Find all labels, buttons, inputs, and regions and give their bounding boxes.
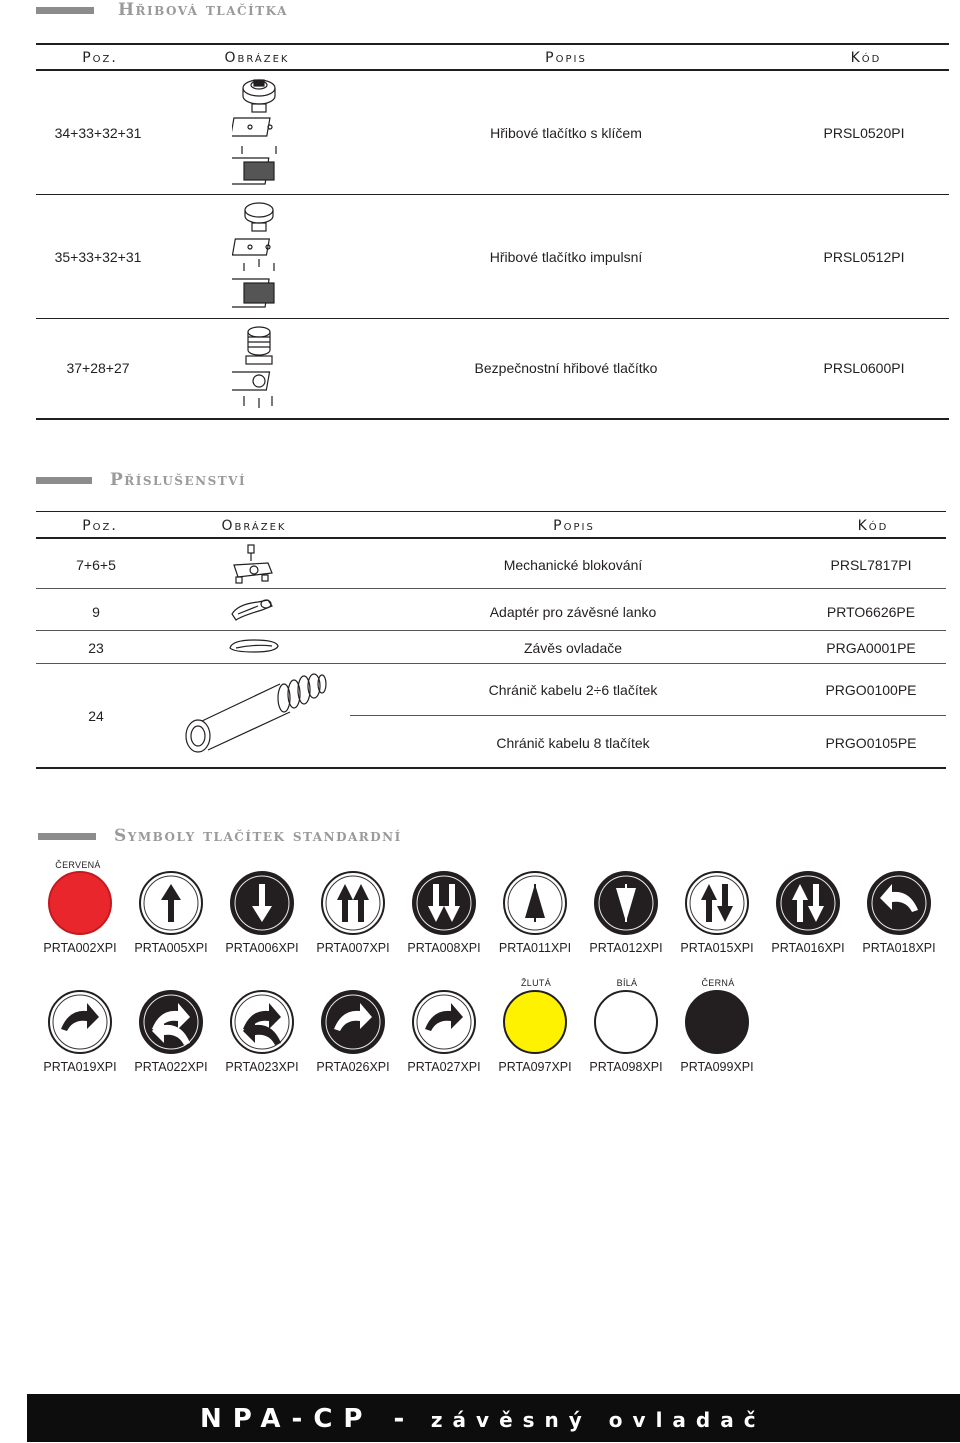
column-header-code: Kód (857, 518, 889, 534)
arrows-up-down-icon (684, 870, 750, 936)
section-title: Hřibová tlačítka (118, 0, 288, 20)
column-header-image: Obrázek (224, 50, 290, 66)
symbol-code: PRTA027XPI (407, 1060, 481, 1074)
table-row-code: PRTO6626PE (826, 604, 916, 620)
triangle-down-icon (593, 870, 659, 936)
section-bar (36, 477, 92, 484)
table-row-code: PRSL0512PI (823, 249, 905, 265)
cable-protector-drawing-icon (180, 672, 328, 758)
curved-arrow-left-icon (866, 870, 932, 936)
table-row-desc: Adaptér pro závěsné lanko (489, 604, 657, 620)
column-header-pos: Poz. (82, 518, 118, 534)
symbol-code: PRTA006XPI (225, 941, 299, 955)
column-header-desc: Popis (545, 50, 587, 66)
color-label-black: ČERNÁ (701, 978, 735, 988)
double-curved-arrow-outline-icon (229, 989, 295, 1055)
symbol-code: PRTA099XPI (680, 1060, 754, 1074)
symbol-item (489, 870, 581, 955)
header-rule (36, 537, 946, 539)
footer-title (200, 1404, 766, 1434)
symbol-item (216, 870, 308, 955)
symbol-code: PRTA011XPI (498, 941, 572, 955)
mechanical-interlock-drawing-icon (228, 543, 276, 585)
table-row-desc: Mechanické blokování (503, 557, 643, 573)
symbol-code: PRTA007XPI (316, 941, 390, 955)
table-row-pos: 7+6+5 (76, 557, 116, 573)
symbol-item (398, 989, 490, 1074)
table-row-pos: 35+33+32+31 (54, 249, 142, 265)
row-rule (36, 318, 949, 319)
symbol-item (580, 989, 672, 1074)
row-rule (36, 588, 946, 589)
table-row-desc: Bezpečnostní hřibové tlačítko (474, 360, 658, 376)
symbol-item (216, 989, 308, 1074)
table-row-code: PRSL0600PI (823, 360, 905, 376)
table-row-desc: Chránič kabelu 8 tlačítek (496, 735, 650, 751)
row-rule (36, 194, 949, 195)
symbol-code: PRTA097XPI (498, 1060, 572, 1074)
symbol-item (398, 870, 490, 955)
symbol-code: PRTA005XPI (134, 941, 208, 955)
key-mushroom-button-drawing-icon (232, 78, 286, 190)
column-header-code: Kód (850, 50, 882, 66)
symbol-item (125, 870, 217, 955)
symbol-item (307, 870, 399, 955)
symbol-item (34, 989, 126, 1074)
table-bottom-rule (36, 767, 946, 769)
table-row-pos: 9 (92, 604, 100, 620)
footer-title-sub: závěsný ovladač (430, 1408, 766, 1432)
table-bottom-rule (36, 418, 949, 420)
cable-adapter-drawing-icon (228, 596, 276, 622)
symbol-code: PRTA026XPI (316, 1060, 390, 1074)
table-row-code: PRGO0100PE (825, 682, 917, 698)
table-row-desc: Hřibové tlačítko s klíčem (490, 125, 642, 141)
section-header-prislusenstvi (36, 470, 436, 490)
color-label-yellow: ŽLUTÁ (520, 978, 552, 988)
curved-arrow-right-icon (47, 989, 113, 1055)
column-header-desc: Popis (553, 518, 595, 534)
row-rule (36, 630, 946, 631)
section-title: Symboly tlačítek standardní (114, 826, 402, 846)
table-row-code: PRSL0520PI (823, 125, 905, 141)
table-row-code: PRGO0105PE (825, 735, 917, 751)
symbol-item (671, 989, 763, 1074)
symbol-code: PRTA008XPI (407, 941, 481, 955)
table-row-pos: 34+33+32+31 (54, 125, 142, 141)
impulse-mushroom-button-drawing-icon (232, 201, 286, 313)
symbol-item (489, 989, 581, 1074)
color-label-red: ČERVENÁ (55, 860, 101, 870)
table-top-rule (36, 43, 949, 45)
symbol-item (671, 870, 763, 955)
table-row-pos: 23 (88, 640, 104, 656)
column-header-pos: Poz. (82, 50, 118, 66)
symbol-code: PRTA019XPI (43, 1060, 117, 1074)
emergency-mushroom-button-drawing-icon (232, 324, 286, 412)
double-arrow-down-icon (411, 870, 477, 936)
symbol-code: PRTA022XPI (134, 1060, 208, 1074)
symbol-item (125, 989, 217, 1074)
suspension-hanger-drawing-icon (226, 636, 282, 656)
symbol-code: PRTA002XPI (43, 941, 117, 955)
section-bar (38, 833, 96, 840)
table-row-desc: Chránič kabelu 2÷6 tlačítek (488, 682, 658, 698)
table-row-code: PRSL7817PI (830, 557, 912, 573)
symbol-item (34, 870, 126, 955)
symbol-item (307, 989, 399, 1074)
table-top-rule (36, 511, 946, 512)
table-row-code: PRGA0001PE (826, 640, 916, 656)
row-sub-rule (350, 715, 946, 716)
symbol-item (762, 870, 854, 955)
curved-arrow-outline-icon (411, 989, 477, 1055)
black-disc-icon (684, 989, 750, 1055)
section-title: Příslušenství (110, 470, 247, 490)
header-rule (36, 69, 949, 71)
section-header-hribova (36, 0, 436, 20)
double-arrow-up-icon (320, 870, 386, 936)
symbol-code: PRTA016XPI (771, 941, 845, 955)
section-bar (36, 7, 94, 14)
table-row-desc: Závěs ovladače (523, 640, 623, 656)
symbol-item (853, 870, 945, 955)
arrows-up-down-dark-icon (775, 870, 841, 936)
symbol-code: PRTA023XPI (225, 1060, 299, 1074)
color-label-white: BÍLÁ (616, 978, 638, 988)
table-row-desc: Hřibové tlačítko impulsní (489, 249, 643, 265)
symbol-code: PRTA015XPI (680, 941, 754, 955)
table-row-pos: 37+28+27 (66, 360, 130, 376)
symbol-code: PRTA012XPI (589, 941, 663, 955)
white-disc-icon (593, 989, 659, 1055)
symbol-item (580, 870, 672, 955)
column-header-image: Obrázek (221, 518, 287, 534)
red-disc-icon (47, 870, 113, 936)
arrow-up-icon (138, 870, 204, 936)
footer-title-main: NPA-CP - (200, 1404, 416, 1434)
triangle-up-icon (502, 870, 568, 936)
symbol-code: PRTA098XPI (589, 1060, 663, 1074)
symbol-code: PRTA018XPI (862, 941, 936, 955)
table-row-pos: 24 (88, 708, 104, 724)
curved-arrow-dark-icon (320, 989, 386, 1055)
yellow-disc-icon (502, 989, 568, 1055)
double-curved-arrow-icon (138, 989, 204, 1055)
row-rule (36, 663, 946, 664)
arrow-down-icon (229, 870, 295, 936)
section-header-symboly (38, 826, 538, 846)
